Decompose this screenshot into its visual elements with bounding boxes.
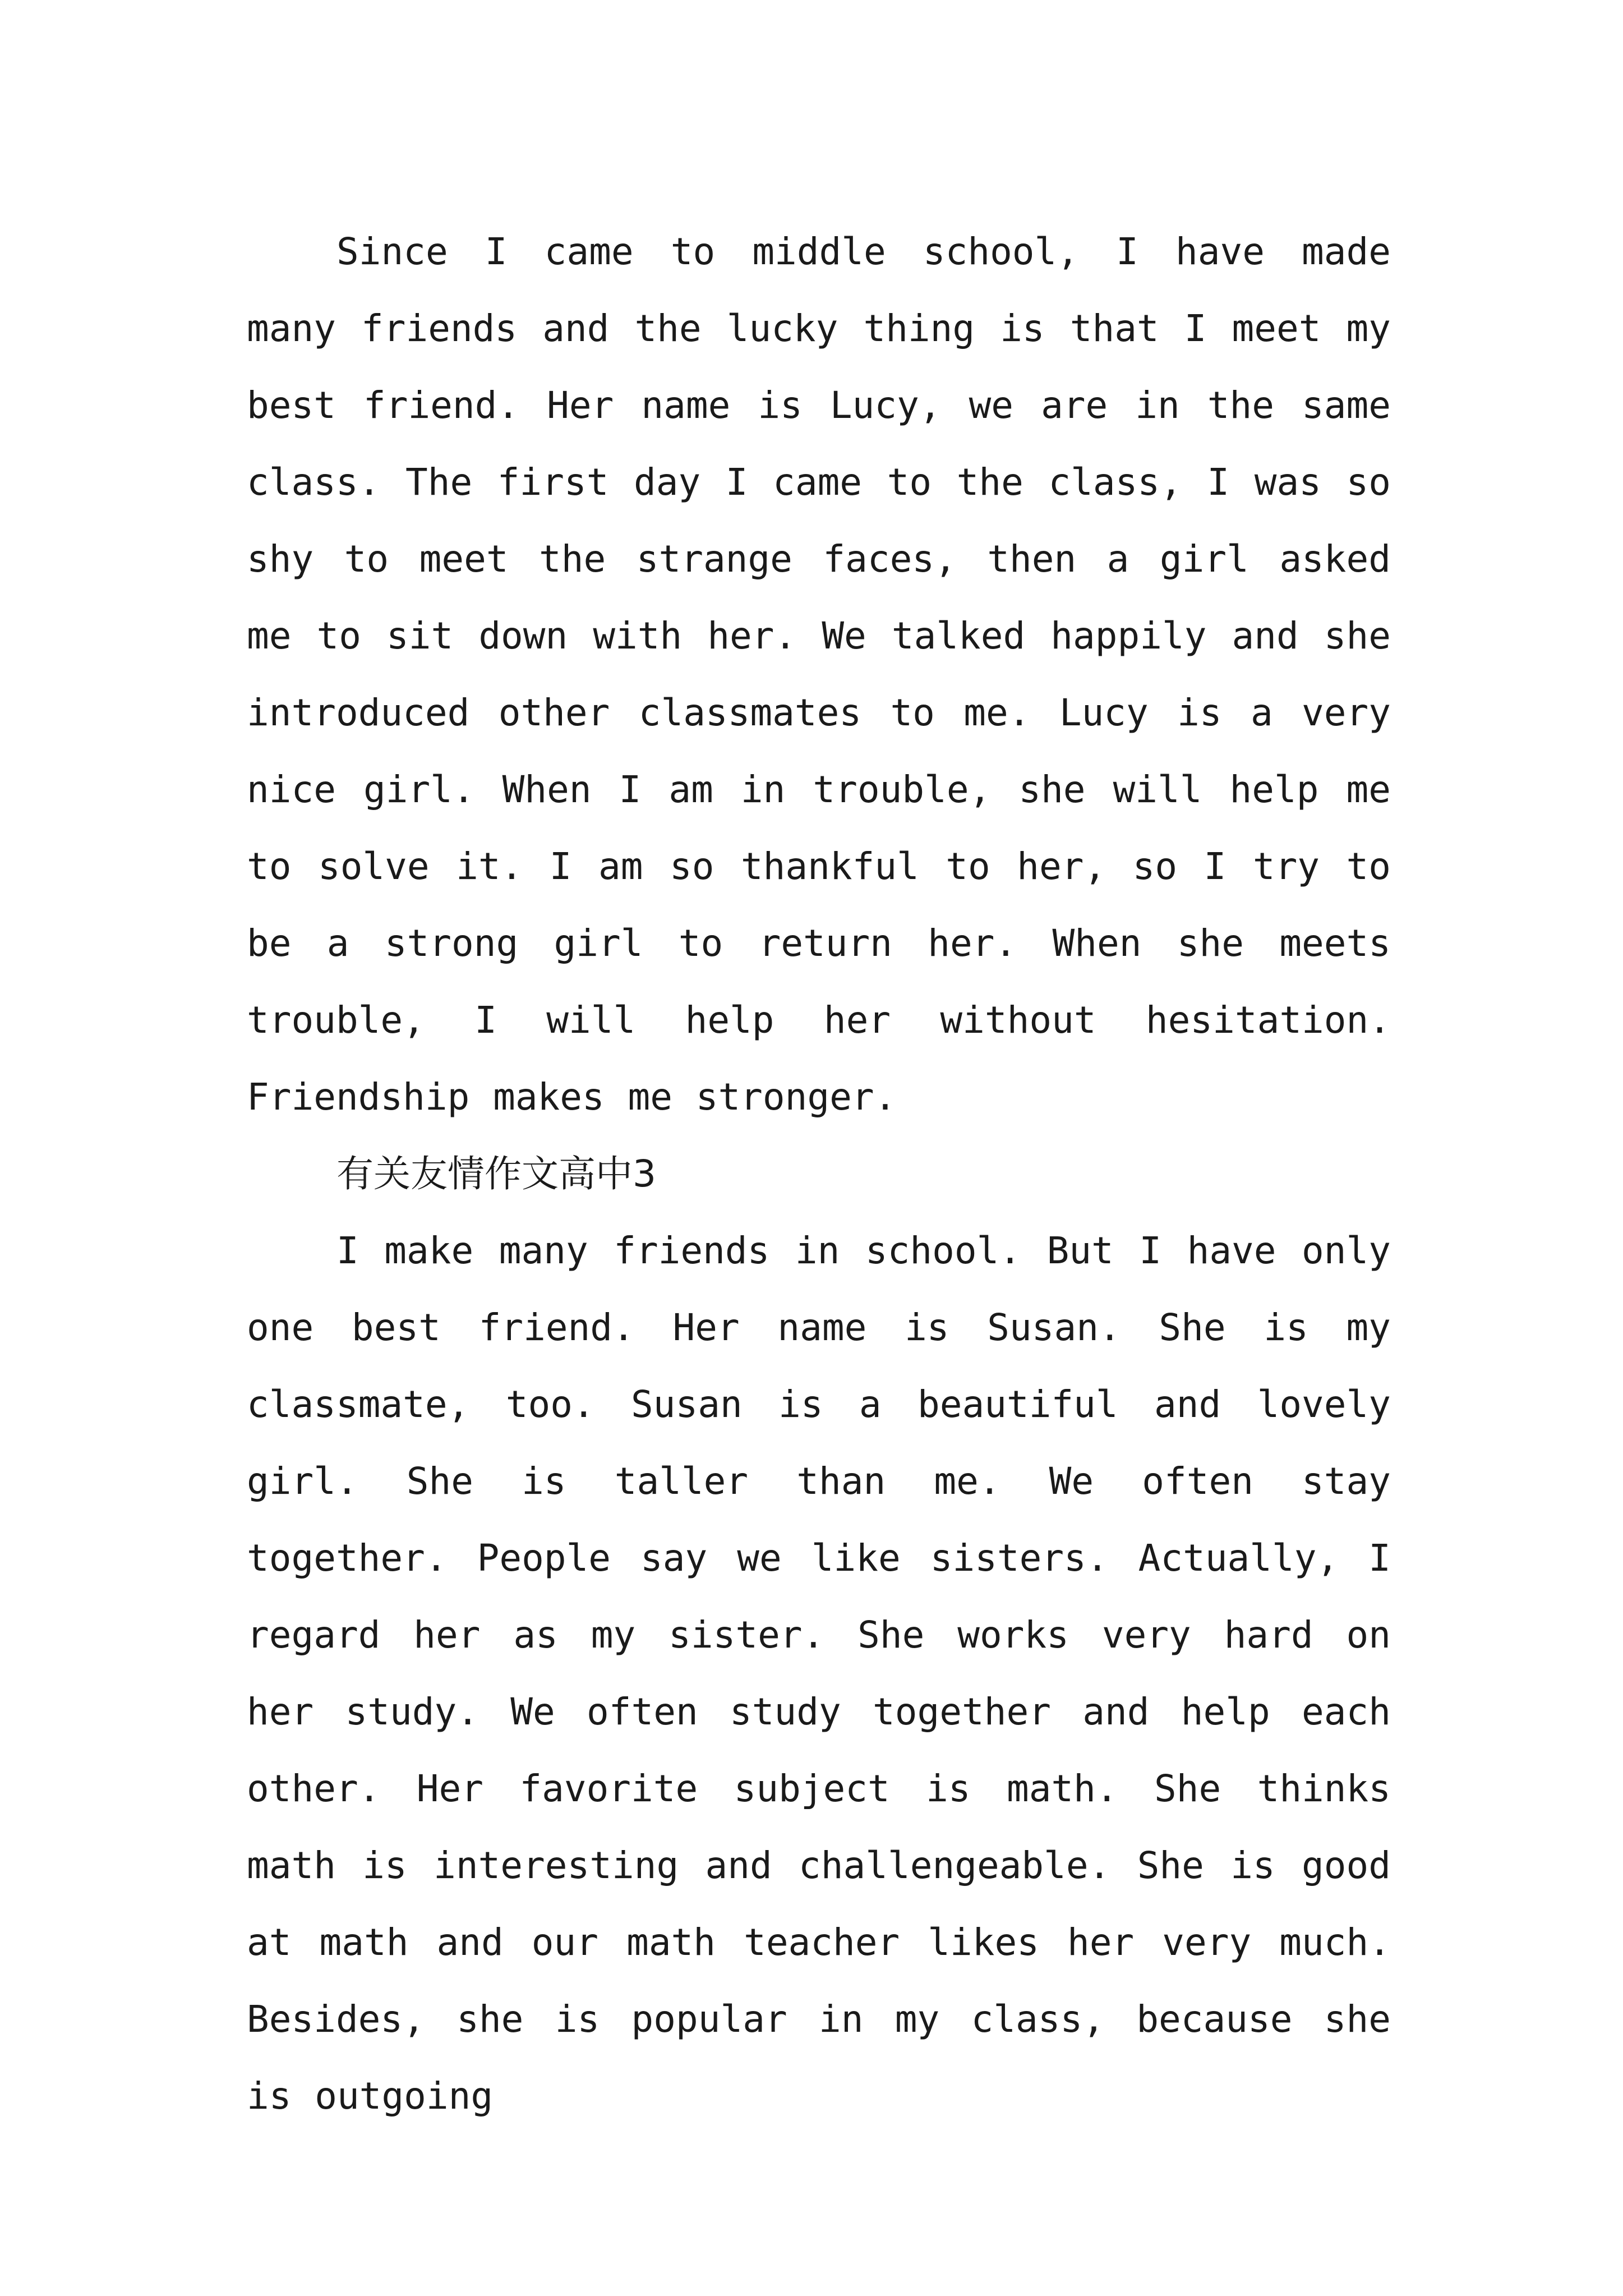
- paragraph-susan: I make many friends in school. But I have only one best friend. Her name is Susan. She is my classmate, too. Susan is a beautiful and lovely girl. She is taller than me. We often stay together. People say we like sisters. Actually, I regard her as my sister. She works very hard on her study. We often study together and help each other. Her favorite subject is math. She thinks math is interesting and challengeable. She is good at math and our math teacher likes her very much. Besides, she is popular in my class, because she is outgoing: [247, 1229, 1391, 2118]
- section-heading: 有关友情作文高中3: [336, 1152, 656, 1195]
- paragraph-lucy: Since I came to middle school, I have made many friends and the lucky thing is that I meet my best friend. Her name is Lucy, we are in the same class. The first day I came to the class, I was so shy to meet the strange faces, then a girl asked me to sit down with her. We talked happily and she introduced other classmates to me. Lucy is a very nice girl. When I am in trouble, she will help me to solve it. I am so thankful to her, so I try to be a strong girl to return her. When she meets trouble, I will help her without hesitation. Friendship makes me stronger.: [247, 230, 1391, 1119]
- document-body: [247, 213, 1391, 2134]
